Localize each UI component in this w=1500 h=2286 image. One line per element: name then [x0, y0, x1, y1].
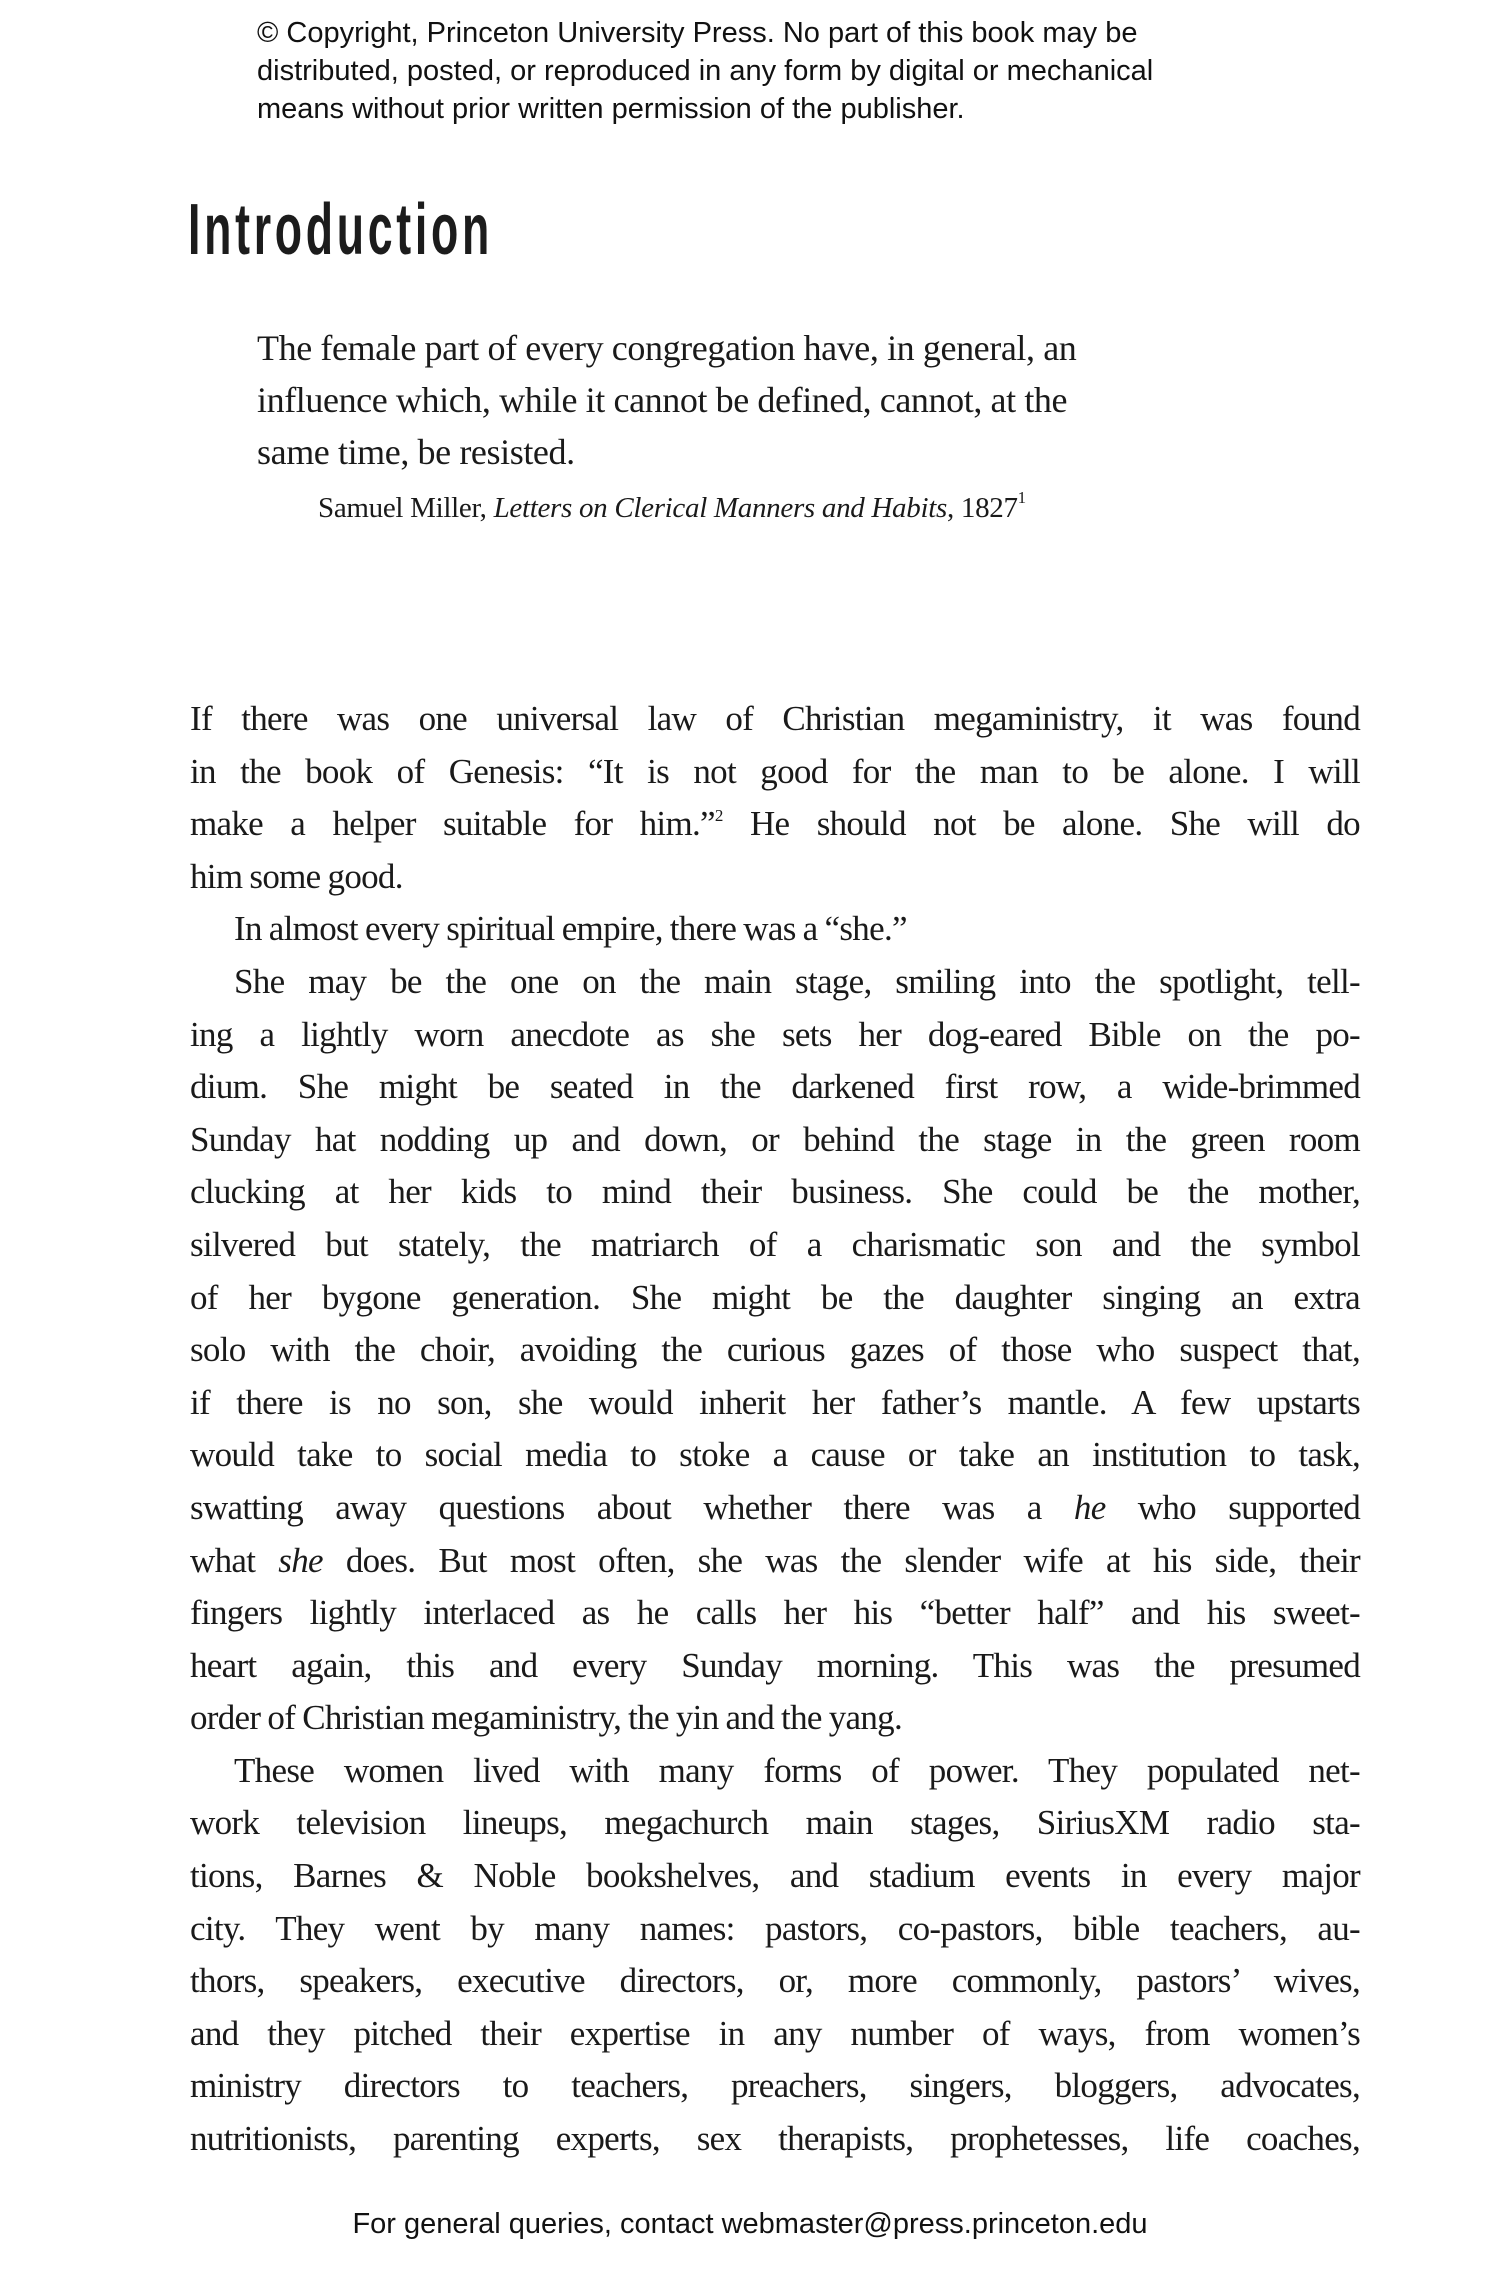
body-line: fingers lightly interlaced as he calls her his “better half” and his sweet- [190, 1593, 1360, 1633]
body-line: silvered but stately, the matriarch of a charismatic son and the symbol [190, 1224, 1360, 1264]
body-line: in the book of Genesis: “It is not good for the man to be alone. I will [190, 751, 1360, 791]
body-line: heart again, this and every Sunday morning. This was the presumed [190, 1645, 1360, 1685]
body-line-text: He should not be alone. She will do [722, 804, 1360, 844]
body-line: of her bygone generation. She might be the daughter singing an extra [190, 1277, 1360, 1317]
body-line: She may be the one on the main stage, smiling into the spotlight, tell- [234, 961, 1360, 1001]
epigraph-line: The female part of every congregation have, in general, an [257, 328, 1077, 368]
chapter-title: Introduction [188, 190, 493, 270]
body-line [190, 1535, 1360, 1588]
emphasis: she [278, 1540, 323, 1580]
attribution-work-title: Letters on Clerical Manners and Habits [493, 492, 947, 524]
epigraph-line: same time, be resisted. [257, 432, 575, 472]
body-line-text: who supported [1105, 1487, 1360, 1527]
epigraph-attribution [318, 488, 1026, 528]
body-line-text: what [190, 1540, 279, 1580]
epigraph-line: influence which, while it cannot be defined, cannot, at the [257, 380, 1068, 420]
body-line: and they pitched their expertise in any number of ways, from women’s [190, 2013, 1360, 2053]
body-line: would take to social media to stoke a cause or take an institution to task, [190, 1435, 1360, 1475]
body-line: order of Christian megaministry, the yin and the yang. [190, 1698, 903, 1738]
body-line: thors, speakers, executive directors, or, more commonly, pastors’ wives, [190, 1961, 1360, 2001]
copyright-line: means without prior written permission of the publisher. [257, 93, 965, 125]
body-line: if there is no son, she would inherit her father’s mantle. A few upstarts [190, 1382, 1360, 1422]
body-line: If there was one universal law of Christian megaministry, it was found [190, 699, 1360, 738]
body-line: nutritionists, parenting experts, sex therapists, prophetesses, life coaches, [190, 2119, 1360, 2159]
body-line: ing a lightly worn anecdote as she sets her dog-eared Bible on the po- [190, 1014, 1360, 1054]
copyright-notice [257, 14, 1257, 128]
body-line: ministry directors to teachers, preachers, singers, bloggers, advocates, [190, 2066, 1360, 2106]
footer-contact: For general queries, contact webmaster@press.princeton.edu [352, 2208, 1148, 2240]
attribution-author: Samuel Miller, [318, 492, 494, 524]
body-line: dium. She might be seated in the darkened first row, a wide-brimmed [190, 1067, 1360, 1107]
footnote-marker-2[interactable]: 2 [714, 806, 723, 826]
attribution-year: , 1827 [946, 492, 1018, 524]
body-line: Sunday hat nodding up and down, or behind the stage in the green room [190, 1119, 1360, 1159]
body-text [190, 693, 1360, 2166]
body-line: clucking at her kids to mind their business. She could be the mother, [190, 1172, 1360, 1212]
body-line [190, 1482, 1360, 1535]
copyright-line: distributed, posted, or reproduced in any form by digital or mechanical [257, 55, 1154, 87]
body-line: city. They went by many names: pastors, co-pastors, bible teachers, au- [190, 1908, 1360, 1948]
body-line: him some good. [190, 856, 403, 896]
epigraph-quote [257, 322, 1217, 478]
footnote-marker-1[interactable]: 1 [1017, 488, 1026, 507]
body-line: In almost every spiritual empire, there was a “she.” [234, 909, 907, 949]
body-line-text: make a helper suitable for him.” [190, 804, 715, 844]
body-line: tions, Barnes & Noble bookshelves, and stadium events in every major [190, 1856, 1360, 1896]
emphasis: he [1073, 1487, 1106, 1527]
body-line: work television lineups, megachurch main stages, SiriusXM radio sta- [190, 1803, 1360, 1843]
body-line-text: does. But most often, she was the slender wife at his side, their [322, 1540, 1360, 1580]
body-line-text: swatting away questions about whether there was a [190, 1487, 1074, 1527]
copyright-line: © Copyright, Princeton University Press. No part of this book may be [257, 17, 1138, 49]
body-line [190, 798, 1360, 851]
body-line: These women lived with many forms of power. They populated net- [234, 1750, 1360, 1790]
body-line: solo with the choir, avoiding the curious gazes of those who suspect that, [190, 1330, 1360, 1370]
